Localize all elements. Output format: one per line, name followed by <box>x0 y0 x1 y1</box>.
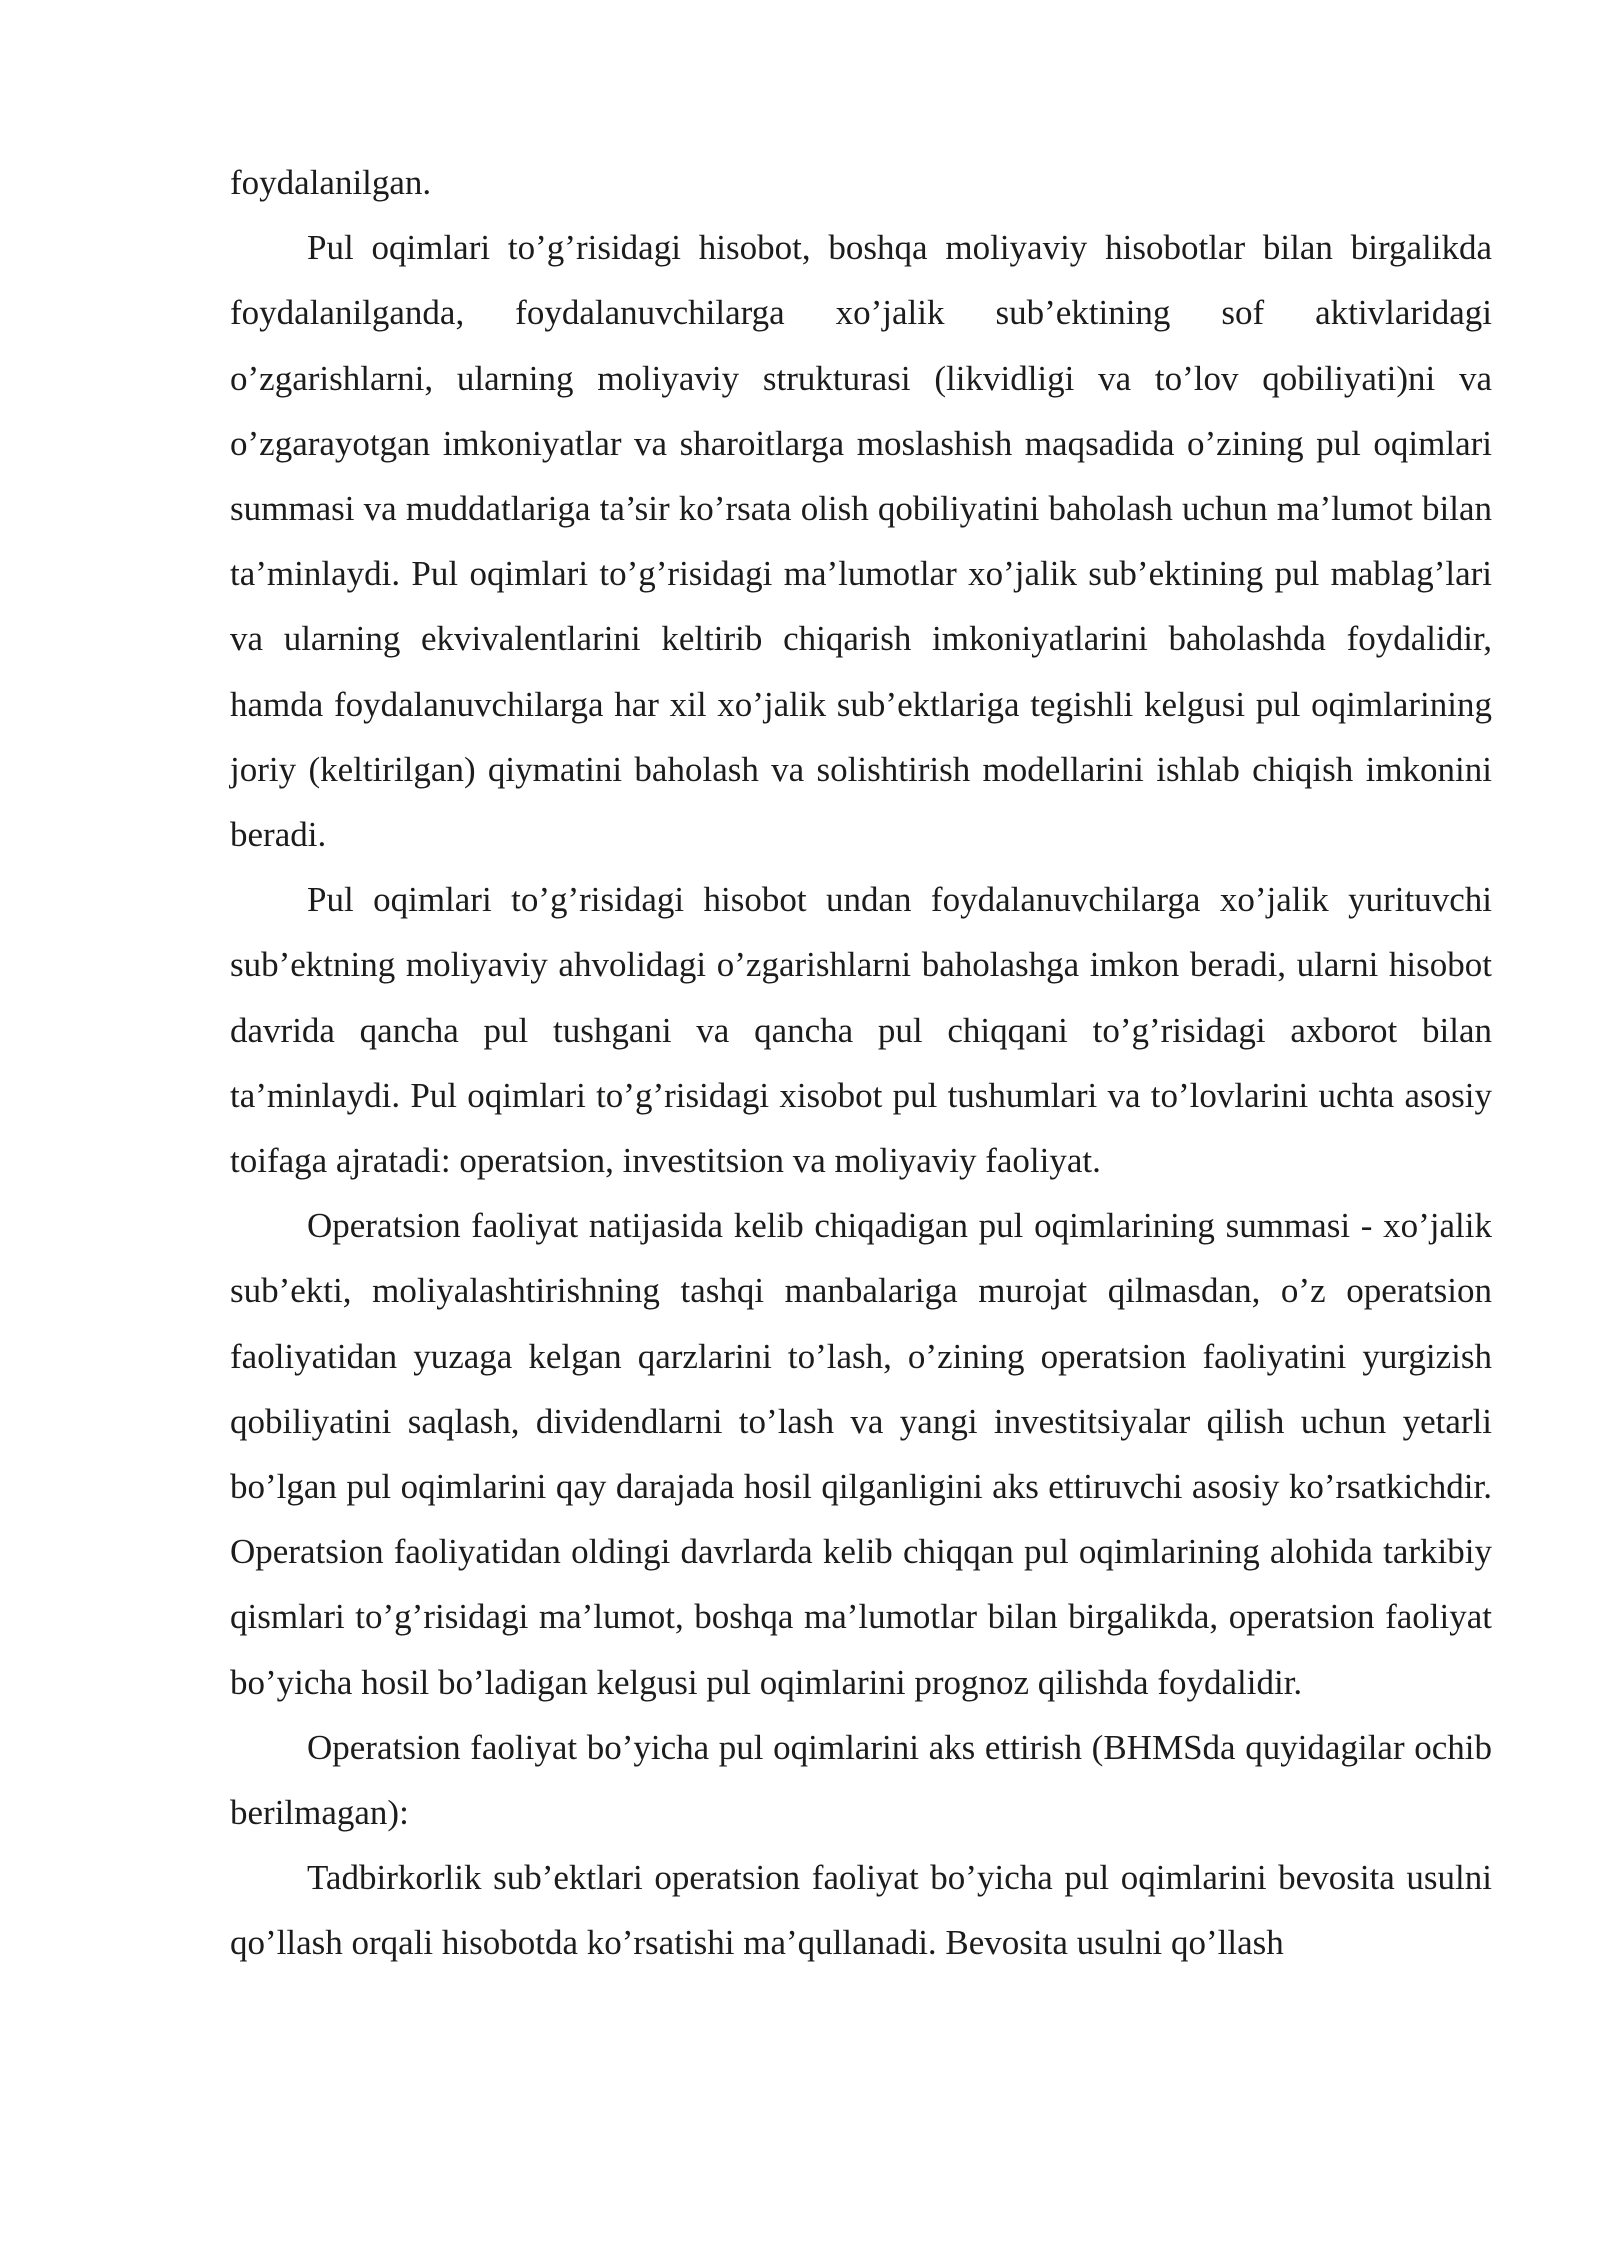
document-page <box>230 150 1492 1976</box>
paragraph-operating-activity: Operatsion faoliyat natijasida kelib chiqadigan pul oqimlarining summasi - xo’jalik sub’ekti, moliyalashtirishning tashqi manbalariga murojat qilmasdan, o’z operatsion faoliyatidan yuzaga kelgan qarzlarini to’lash, o’zining operatsion faoliyatini yurgizish qobiliyatini saqlash, dividendlarni to’lash va yangi investitsiyalar qilish uchun yetarli bo’lgan pul oqimlarini qay darajada hosil qilganligini aks ettiruvchi asosiy ko’rsatkichdir. Operatsion faoliyatidan oldingi davrlarda kelib chiqqan pul oqimlarining alohida tarkibiy qismlari to’g’risidagi ma’lumot, boshqa ma’lumotlar bilan birgalikda, operatsion faoliyat bo’yicha hosil bo’ladigan kelgusi pul oqimlarini prognoz qilishda foydalidir. <box>230 1206 1492 1702</box>
paragraph-operating-cash-flow-reporting: Operatsion faoliyat bo’yicha pul oqimlarini aks ettirish (BHMSda quyidagilar ochib berilmagan): <box>230 1727 1492 1833</box>
paragraph-cash-flow-categories: Pul oqimlari to’g’risidagi hisobot undan foydalanuvchilarga xo’jalik yurituvchi sub’ektning moliyaviy ahvolidagi o’zgarishlarni baholashga imkon beradi, ularni hisobot davrida qancha pul tushgani va qancha pul chiqqani to’g’risidagi axborot bilan ta’minlaydi. Pul oqimlari to’g’risidagi xisobot pul tushumlari va to’lovlarini uchta asosiy toifaga ajratadi: operatsion, investitsion va moliyaviy faoliyat. <box>230 880 1492 1181</box>
paragraph-direct-method: Tadbirkorlik sub’ektlari operatsion faoliyat bo’yicha pul oqimlarini bevosita usulni qo’llash orqali hisobotda ko’rsatishi ma’qullanadi. Bevosita usulni qo’llash <box>230 1858 1492 1963</box>
paragraph-continuation: foydalanilgan. <box>230 163 432 202</box>
paragraph-cash-flow-report-purpose: Pul oqimlari to’g’risidagi hisobot, boshqa moliyaviy hisobotlar bilan birgalikda foydalanilganda, foydalanuvchilarga xo’jalik sub’ektining sof aktivlaridagi o’zgarishlarni, ularning moliyaviy strukturasi (likvidligi va to’lov qobiliyati)ni va o’zgarayotgan imkoniyatlar va sharoitlarga moslashish maqsadida o’zining pul oqimlari summasi va muddatlariga ta’sir ko’rsata olish qobiliyatini baholash uchun ma’lumot bilan ta’minlaydi. Pul oqimlari to’g’risidagi ma’lumotlar xo’jalik sub’ektining pul mablag’lari va ularning ekvivalentlarini keltirib chiqarish imkoniyatlarini baholashda foydalidir, hamda foydalanuvchilarga har xil xo’jalik sub’ektlariga tegishli kelgusi pul oqimlarining joriy (keltirilgan) qiymatini baholash va solishtirish modellarini ishlab chiqish imkonini beradi. <box>230 228 1492 855</box>
